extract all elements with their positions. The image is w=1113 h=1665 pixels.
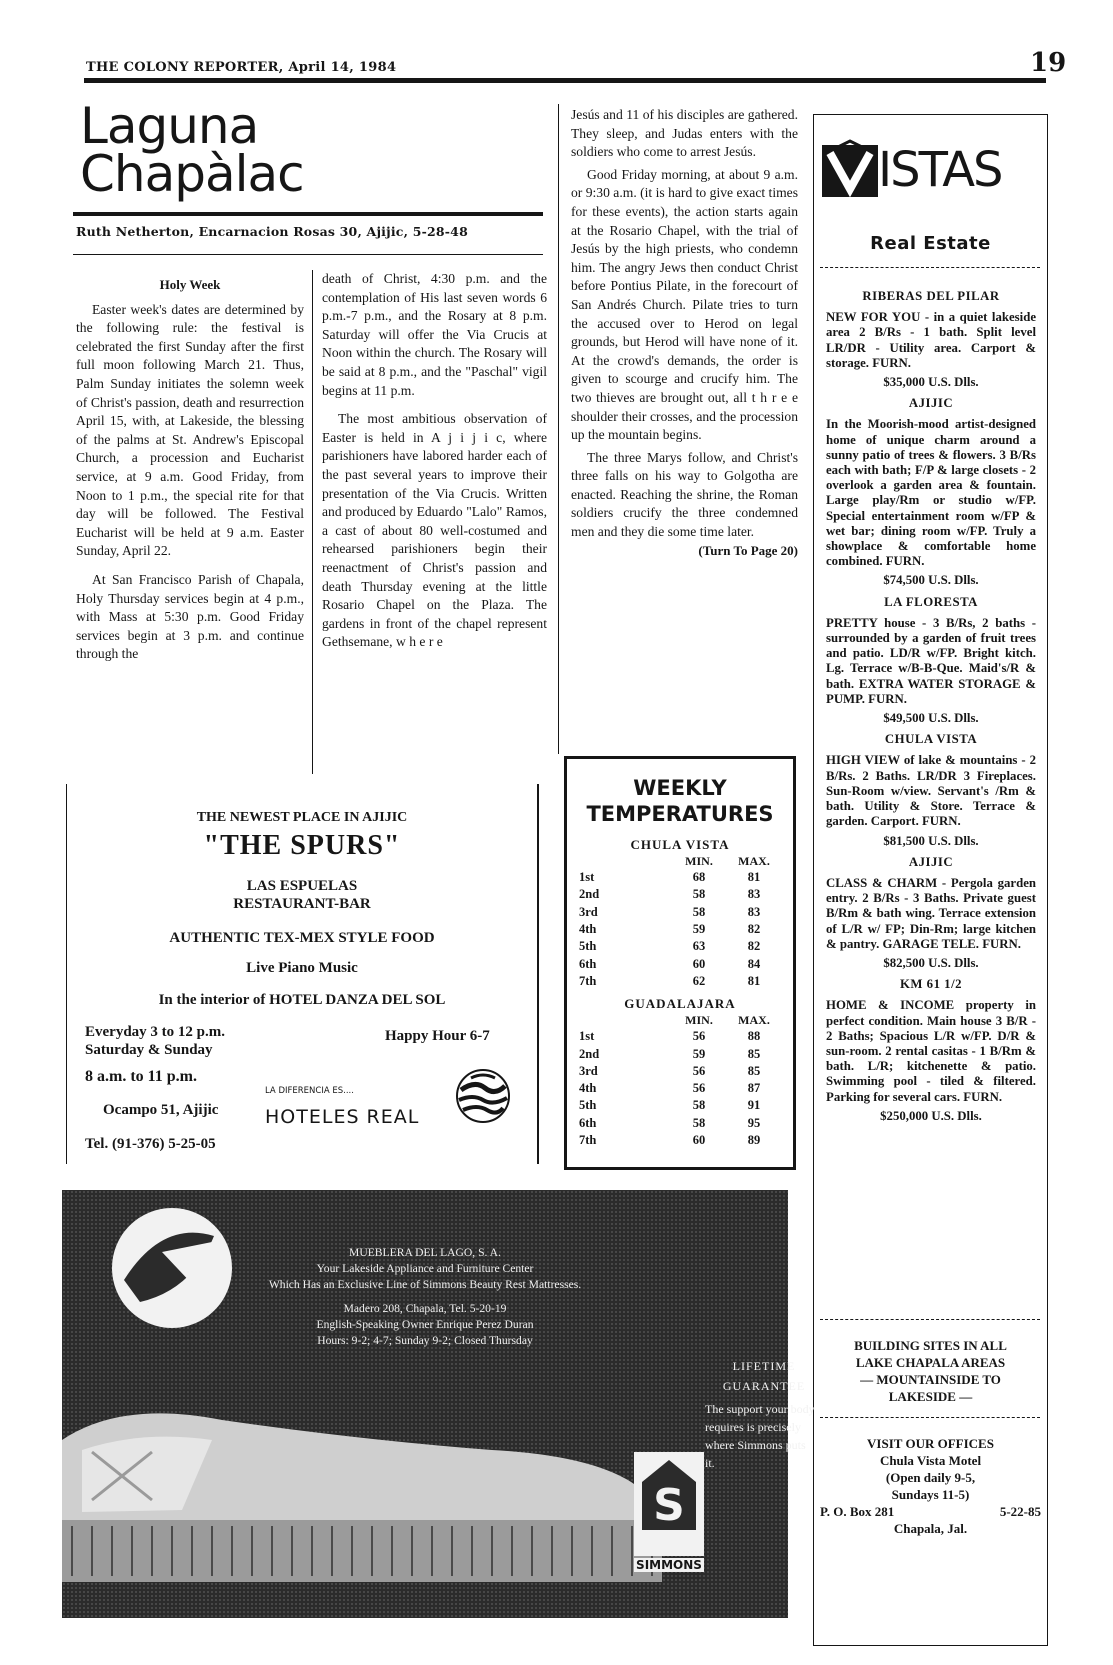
simmons-mattress-ad xyxy=(62,1190,815,1618)
max-cell: 82 xyxy=(747,922,761,937)
temperature-row xyxy=(579,921,779,938)
listing-price: $250,000 U.S. Dlls. xyxy=(880,1108,982,1123)
max-cell: 88 xyxy=(747,1029,761,1044)
article-paragraph: The most ambitious observation of Easter is held in A j i j i c, where parishioners have labored harder each of the past several years to improve their presentation of the Via Crucis. Written and produced by Eduardo "Lalo" Ramos, a cast of about 80 well-costumed and rehearsed parishioners begin their reenactment of Christ's passion and death Thursday evening at the little Rosario Chapel on the Plaza. The gardens in front of the chapel represent Gethsemane, w h e r e xyxy=(322,411,547,650)
office-info xyxy=(814,1435,1047,1537)
column-divider xyxy=(558,104,559,754)
guarantee-line: GUARANTEE xyxy=(722,1379,806,1393)
temperature-row xyxy=(579,904,779,921)
vistas-logo-text: ISTAS xyxy=(878,142,1002,198)
building-sites xyxy=(814,1337,1047,1405)
ad-phone: Tel. (91-376) 5-25-05 xyxy=(85,1136,216,1152)
min-cell: 56 xyxy=(692,1063,706,1078)
ad-hours: Saturday & Sunday xyxy=(85,1042,213,1058)
store-address: Madero 208, Chapala, Tel. 5-20-19 xyxy=(343,1302,507,1315)
temperature-row xyxy=(579,973,779,990)
header-rule xyxy=(84,78,1046,83)
listing-description: NEW FOR YOU - in a quiet lakeside area 2 B/Rs - 1 bath. Split level LR/DR - Utility area. Carport & storage. FURN. xyxy=(826,310,1036,370)
max-cell: 95 xyxy=(747,1115,761,1130)
article-column-3 xyxy=(571,106,798,560)
day-cell: 1st xyxy=(579,1029,595,1044)
store-owner: English-Speaking Owner Enrique Perez Duran xyxy=(316,1318,534,1331)
divider xyxy=(820,1319,1040,1320)
article-paragraph: Easter week's dates are determined by the following rule: the festival is celebrated the first Sunday after the first full moon following March 21. Thus, Palm Sunday initiates the solemn week of Christ's passion, death and resurrection April 15, with, at Lakeside, the blessing of the palms at St. Andrew's Episcopal Church, a procession and Eucharist service, at 9 a.m. Good Friday, from Noon to 1 p.m., the special rite for that day will be followed. The Festival Eucharist will be held at 9 a.m. Easter Sunday, April 22. xyxy=(76,301,304,559)
article-paragraph: Jesús and 11 of his disciples are gathered. They sleep, and Judas enters with the soldiers who come to arrest Jesús. xyxy=(571,107,798,160)
temperature-row xyxy=(579,869,779,886)
day-cell: 3rd xyxy=(579,904,598,919)
max-cell: 85 xyxy=(747,1063,761,1078)
weather-title: TEMPERATURES xyxy=(586,802,774,826)
hotel-name: HOTELES REAL xyxy=(265,1106,420,1128)
po-box: P. O. Box 281 xyxy=(820,1504,895,1519)
support-copy: The support your body requires is precisely where Simmons puts it. xyxy=(705,1402,815,1470)
weather-title: WEEKLY xyxy=(633,776,727,800)
max-cell: 81 xyxy=(747,870,761,885)
ad-food: AUTHENTIC TEX-MEX STYLE FOOD xyxy=(169,930,435,946)
listing-description: CLASS & CHARM - Pergola garden entry. 2 B/Rs - 3 Baths. Private guest B/Rm & bath wing. Terrace extension of L/R w/ FP; Din-Rm; large kitchen & pantry. GARAGE TELE. FURN. xyxy=(826,875,1036,951)
hotel-tagline: LA DIFERENCIA ES.... xyxy=(265,1086,354,1096)
max-cell: 87 xyxy=(747,1081,761,1096)
ad-hours: 8 a.m. to 11 p.m. xyxy=(85,1068,197,1085)
ad-music: Live Piano Music xyxy=(246,960,358,976)
max-cell: 83 xyxy=(747,904,761,919)
sites-line: LAKESIDE — xyxy=(888,1389,973,1404)
min-cell: 68 xyxy=(692,870,706,885)
sites-line: BUILDING SITES IN ALL xyxy=(854,1338,1007,1353)
divider xyxy=(820,267,1040,268)
listing-price: $81,500 U.S. Dlls. xyxy=(883,833,979,848)
min-header: MIN. xyxy=(685,1012,713,1027)
ad-location: In the interior of HOTEL DANZA DEL SOL xyxy=(158,992,446,1008)
store-hours: Hours: 9-2; 4-7; Sunday 9-2; Closed Thursday xyxy=(317,1334,533,1347)
article-subhead: Holy Week xyxy=(159,277,221,292)
page-number: 19 xyxy=(1030,48,1067,78)
temperature-row xyxy=(579,1132,779,1149)
ad-happy-hour: Happy Hour 6-7 xyxy=(385,1028,490,1044)
max-cell: 82 xyxy=(747,939,761,954)
weekly-temperatures-box xyxy=(564,756,796,1170)
min-cell: 58 xyxy=(692,1098,706,1113)
day-cell: 5th xyxy=(579,939,597,954)
min-cell: 56 xyxy=(692,1029,706,1044)
max-cell: 84 xyxy=(747,956,761,971)
min-cell: 59 xyxy=(692,922,706,937)
max-cell: 83 xyxy=(747,887,761,902)
temperature-row xyxy=(579,1028,779,1045)
article-paragraph: death of Christ, 4:30 p.m. and the contemplation of His last seven words 6 p.m.-7 p.m., and the Rosary at 8 p.m. Saturday will offer the Via Crucis at Noon within the church. The Rosary will be said at 8 p.m., and the "Paschal" vigil begins at 11 p.m. xyxy=(322,271,547,398)
guarantee-line: LIFETIME xyxy=(732,1359,796,1373)
globe-icon xyxy=(455,1068,511,1124)
article-paragraph: At San Francisco Parish of Chapala, Holy Thursday services begin at 4 p.m., with Mass at 5:30 p.m. Good Friday services begin at 3 p.m. and continue through the xyxy=(76,571,304,662)
ad-subtitle: RESTAURANT-BAR xyxy=(233,896,371,912)
listing-price: $74,500 U.S. Dlls. xyxy=(883,573,979,588)
min-cell: 62 xyxy=(692,973,706,988)
divider xyxy=(820,1417,1040,1418)
min-cell: 56 xyxy=(692,1081,706,1096)
article-paragraph: The three Marys follow, and Christ's three falls on his way to Golgotha are enacted. Reaching the shrine, the Roman soldiers crucify the three condemned men and they die some time later. xyxy=(571,449,798,540)
sites-line: LAKE CHAPALA AREAS xyxy=(855,1355,1006,1370)
vistas-real-estate-ad xyxy=(813,114,1048,1646)
office-line: Chapala, Jal. xyxy=(893,1521,968,1536)
temperature-row xyxy=(579,938,779,955)
min-cell: 58 xyxy=(692,1115,706,1130)
listing-price: $82,500 U.S. Dlls. xyxy=(883,955,979,970)
weather-location: CHULA VISTA xyxy=(630,837,730,852)
max-cell: 81 xyxy=(747,973,761,988)
day-cell: 5th xyxy=(579,1098,597,1113)
column-title-line2: Chapàlac xyxy=(80,145,304,203)
temperature-row xyxy=(579,1080,779,1097)
ad-hours: Everyday 3 to 12 p.m. xyxy=(85,1024,225,1040)
article-column-2 xyxy=(322,270,547,652)
max-header: MAX. xyxy=(738,1012,770,1027)
weather-table-chula-vista xyxy=(579,853,779,990)
listing-area: AJIJIC xyxy=(908,854,954,869)
day-cell: 7th xyxy=(579,973,597,988)
day-cell: 2nd xyxy=(579,887,600,902)
byline-rule xyxy=(73,254,543,255)
temperature-row xyxy=(579,886,779,903)
listing-description: In the Moorish-mood artist-designed home of unique charm around a sunny patio of trees & flowers. 3 B/Rs each with bath; F/P & large closets - 2 overlook a garden area & fountain. Large play/Rm or studio w/FP. Special entertainment room w/FP & wet bar; dining room w/FP. Truly a showplace & comfortable home combined. FURN. xyxy=(826,417,1036,569)
day-cell: 6th xyxy=(579,1115,597,1130)
day-cell: 4th xyxy=(579,1081,597,1096)
weather-location: GUADALAJARA xyxy=(624,996,736,1012)
weather-table-guadalajara xyxy=(579,1012,779,1149)
listing-description: PRETTY house - 3 B/Rs, 2 baths - surrounded by a garden of fruit trees and patio. LD/R w/FP. Bright kitch. Lg. Terrace w/B-B-Que. Maid's/R & bath. EXTRA WATER STORAGE & PUMP. FURN. xyxy=(826,615,1036,706)
svg-text:S: S xyxy=(653,1480,685,1531)
article-column-1 xyxy=(76,276,304,664)
day-cell: 3rd xyxy=(579,1063,598,1078)
office-line: (Open daily 9-5, xyxy=(885,1470,976,1485)
listing-price: $49,500 U.S. Dlls. xyxy=(883,711,979,726)
ad-restaurant-name: "THE SPURS" xyxy=(203,830,401,861)
byline: Ruth Netherton, Encarnacion Rosas 30, Ajijic, 5-28-48 xyxy=(76,224,468,239)
office-phone: 5-22-85 xyxy=(999,1504,1041,1519)
listing-description: HOME & INCOME property in perfect condition. Main house 3 B/R - 2 Baths; Spacious L/R w/FP. D/R & sun-room. 2 rental casitas - 1 B/Rm & bath. L/R; kitchenette & patio. Swimming pool - tiled & filtered. Parking for several cars. FURN. xyxy=(826,998,1036,1104)
office-line: VISIT OUR OFFICES xyxy=(867,1436,994,1451)
office-line: Sundays 11-5) xyxy=(891,1487,970,1502)
listing-description: HIGH VIEW of lake & mountains - 2 B/Rs. 2 Baths. LR/DR 3 Fireplaces. Sun-Room w/view. Servant's /Rm & bath. Utility & Store. Terrace & garden. Carport. FURN. xyxy=(826,753,1036,829)
column-title xyxy=(80,97,550,203)
listing-area: AJIJIC xyxy=(908,396,954,411)
masthead: THE COLONY REPORTER, April 14, 1984 xyxy=(86,60,397,75)
store-tagline: Which Has an Exclusive Line of Simmons Beauty Rest Mattresses. xyxy=(268,1278,582,1291)
sites-line: — MOUNTAINSIDE TO xyxy=(860,1372,1001,1387)
min-cell: 59 xyxy=(692,1046,706,1061)
temperature-row xyxy=(579,1115,779,1132)
min-cell: 58 xyxy=(692,904,706,919)
office-line: Chula Vista Motel xyxy=(879,1453,982,1468)
day-cell: 4th xyxy=(579,922,597,937)
listings xyxy=(826,283,1036,1128)
simmons-brand: SIMMONS xyxy=(634,1558,704,1572)
ad-address: Ocampo 51, Ajijic xyxy=(103,1102,219,1118)
max-header: MAX. xyxy=(738,853,770,868)
ad-subtitle: LAS ESPUELAS xyxy=(246,878,358,894)
office-line xyxy=(814,1503,1047,1520)
temperature-row xyxy=(579,1063,779,1080)
max-cell: 85 xyxy=(747,1046,761,1061)
max-cell: 91 xyxy=(747,1098,761,1113)
listing-price: $35,000 U.S. Dlls. xyxy=(883,375,979,390)
temperature-row xyxy=(579,1097,779,1114)
temperature-row xyxy=(579,1045,779,1062)
lifetime-guarantee xyxy=(704,1356,824,1396)
listing-area: CHULA VISTA xyxy=(884,732,978,747)
min-header: MIN. xyxy=(685,853,713,868)
min-cell: 60 xyxy=(692,1133,706,1147)
column-divider xyxy=(312,270,313,774)
day-cell: 2nd xyxy=(579,1046,600,1061)
listing-area: LA FLORESTA xyxy=(884,594,978,609)
ad-kicker: THE NEWEST PLACE IN AJIJIC xyxy=(196,810,408,825)
store-name: MUEBLERA DEL LAGO, S. A. xyxy=(349,1246,501,1259)
spurs-restaurant-ad xyxy=(66,784,539,1164)
column-title-line1: Laguna xyxy=(80,97,259,155)
turn-to-page: (Turn To Page 20) xyxy=(698,542,798,558)
day-cell: 7th xyxy=(579,1133,597,1147)
listing-area: RIBERAS DEL PILAR xyxy=(862,289,1000,303)
temperature-row xyxy=(579,955,779,972)
store-tagline: Your Lakeside Appliance and Furniture Center xyxy=(316,1262,534,1275)
article-paragraph: Good Friday morning, at about 9 a.m. or 9:30 a.m. (it is hard to give exact times for these events), the action starts again at the Rosario Chapel, with the trial of Jesús by the high priests, who condemn him. The angry Jews then conduct Christ before Pontius Pilate, in the forecourt of San Andrés Church. Pilate tries to turn the accused over to Herod on legal grounds, but Herod will have none of it. At the crowd's demands, the order is given to scourge and crucify him. The two thieves are brought out, all t h r e e shoulder their crosses, and the procession up the mountain begins. xyxy=(571,166,798,443)
min-cell: 58 xyxy=(692,887,706,902)
title-rule xyxy=(73,212,543,216)
listing-area: KM 61 1/2 xyxy=(899,977,963,992)
day-cell: 6th xyxy=(579,956,597,971)
min-cell: 60 xyxy=(692,956,706,971)
vistas-label: Real Estate xyxy=(870,233,991,254)
day-cell: 1st xyxy=(579,870,595,885)
min-cell: 63 xyxy=(692,939,706,954)
max-cell: 89 xyxy=(747,1133,761,1147)
